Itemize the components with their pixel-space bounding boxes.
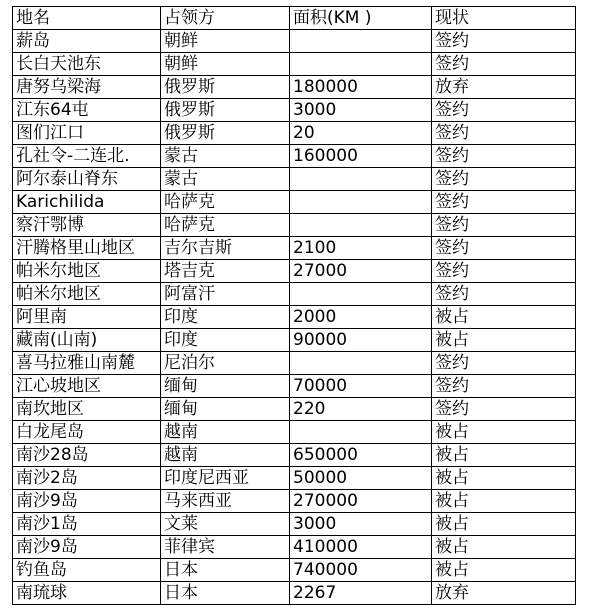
cell-area-km: 180000 (290, 76, 432, 99)
cell-status: 签约 (432, 214, 576, 237)
cell-place-name: 帕米尔地区 (13, 260, 161, 283)
cell-status: 签约 (432, 145, 576, 168)
table-row (13, 329, 576, 352)
table-row (13, 260, 576, 283)
table-row (13, 375, 576, 398)
cell-status: 签约 (432, 375, 576, 398)
cell-status: 签约 (432, 352, 576, 375)
cell-status: 签约 (432, 398, 576, 421)
cell-area-km: 740000 (290, 559, 432, 582)
table-row (13, 513, 576, 536)
cell-occupier: 蒙古 (161, 145, 290, 168)
table-row (13, 122, 576, 145)
table-row (13, 53, 576, 76)
table-row (13, 99, 576, 122)
table-row (13, 582, 576, 605)
cell-status: 被占 (432, 329, 576, 352)
cell-occupier: 俄罗斯 (161, 122, 290, 145)
territory-table (12, 6, 576, 605)
cell-area-km: 270000 (290, 490, 432, 513)
table-row (13, 214, 576, 237)
cell-status: 签约 (432, 30, 576, 53)
table-row (13, 76, 576, 99)
cell-place-name: 帕米尔地区 (13, 283, 161, 306)
cell-status: 签约 (432, 53, 576, 76)
cell-area-km: 3000 (290, 99, 432, 122)
cell-area-km (290, 53, 432, 76)
header-occupier: 占领方 (161, 7, 290, 30)
cell-occupier: 马来西亚 (161, 490, 290, 513)
cell-occupier: 哈萨克 (161, 191, 290, 214)
cell-occupier: 朝鲜 (161, 53, 290, 76)
cell-area-km: 160000 (290, 145, 432, 168)
cell-status: 签约 (432, 283, 576, 306)
cell-area-km: 3000 (290, 513, 432, 536)
cell-status: 被占 (432, 490, 576, 513)
cell-status: 放弃 (432, 76, 576, 99)
cell-place-name: 江心坡地区 (13, 375, 161, 398)
cell-status: 签约 (432, 260, 576, 283)
cell-area-km (290, 421, 432, 444)
cell-area-km (290, 191, 432, 214)
header-place-name: 地名 (13, 7, 161, 30)
cell-occupier: 吉尔吉斯 (161, 237, 290, 260)
cell-area-km: 70000 (290, 375, 432, 398)
cell-place-name: 孔社令-二连北. (13, 145, 161, 168)
cell-occupier: 朝鲜 (161, 30, 290, 53)
cell-occupier: 菲律宾 (161, 536, 290, 559)
table-row (13, 444, 576, 467)
cell-occupier: 越南 (161, 421, 290, 444)
cell-place-name: 藏南(山南) (13, 329, 161, 352)
table-row (13, 168, 576, 191)
cell-place-name: 江东64屯 (13, 99, 161, 122)
cell-place-name: 图们江口 (13, 122, 161, 145)
cell-status: 签约 (432, 99, 576, 122)
header-row (13, 7, 576, 30)
cell-place-name: 唐努乌梁海 (13, 76, 161, 99)
cell-place-name: 钓鱼岛 (13, 559, 161, 582)
table-row (13, 30, 576, 53)
table-row (13, 191, 576, 214)
table-row (13, 559, 576, 582)
cell-area-km: 2267 (290, 582, 432, 605)
cell-occupier: 印度尼西亚 (161, 467, 290, 490)
cell-area-km (290, 214, 432, 237)
cell-status: 被占 (432, 421, 576, 444)
cell-area-km (290, 283, 432, 306)
cell-status: 签约 (432, 122, 576, 145)
header-area-km: 面积(KM ) (290, 7, 432, 30)
table-row (13, 467, 576, 490)
cell-place-name: 南坎地区 (13, 398, 161, 421)
table-row (13, 352, 576, 375)
cell-area-km: 650000 (290, 444, 432, 467)
cell-area-km (290, 352, 432, 375)
cell-occupier: 尼泊尔 (161, 352, 290, 375)
header-status: 现状 (432, 7, 576, 30)
cell-area-km (290, 168, 432, 191)
cell-place-name: 南琉球 (13, 582, 161, 605)
cell-place-name: 薪岛 (13, 30, 161, 53)
table-row (13, 490, 576, 513)
cell-place-name: 阿尔泰山脊东 (13, 168, 161, 191)
cell-status: 被占 (432, 536, 576, 559)
cell-occupier: 塔吉克 (161, 260, 290, 283)
cell-status: 放弃 (432, 582, 576, 605)
cell-occupier: 印度 (161, 306, 290, 329)
cell-occupier: 俄罗斯 (161, 99, 290, 122)
cell-place-name: 南沙28岛 (13, 444, 161, 467)
cell-status: 被占 (432, 467, 576, 490)
cell-status: 签约 (432, 168, 576, 191)
cell-area-km: 27000 (290, 260, 432, 283)
cell-status: 被占 (432, 306, 576, 329)
cell-occupier: 缅甸 (161, 375, 290, 398)
cell-place-name: 阿里南 (13, 306, 161, 329)
cell-place-name: 长白天池东 (13, 53, 161, 76)
cell-occupier: 俄罗斯 (161, 76, 290, 99)
cell-status: 被占 (432, 559, 576, 582)
cell-area-km: 2100 (290, 237, 432, 260)
cell-occupier: 日本 (161, 559, 290, 582)
table-row (13, 283, 576, 306)
table-row (13, 145, 576, 168)
cell-status: 被占 (432, 513, 576, 536)
cell-occupier: 越南 (161, 444, 290, 467)
cell-place-name: 喜马拉雅山南麓 (13, 352, 161, 375)
cell-place-name: 汗腾格里山地区 (13, 237, 161, 260)
cell-occupier: 印度 (161, 329, 290, 352)
cell-place-name: 察汗鄂博 (13, 214, 161, 237)
cell-area-km: 2000 (290, 306, 432, 329)
cell-occupier: 蒙古 (161, 168, 290, 191)
cell-status: 被占 (432, 444, 576, 467)
table-row (13, 536, 576, 559)
cell-place-name: Karichilida (13, 191, 161, 214)
cell-area-km: 410000 (290, 536, 432, 559)
cell-area-km (290, 30, 432, 53)
cell-place-name: 南沙1岛 (13, 513, 161, 536)
cell-area-km: 50000 (290, 467, 432, 490)
cell-status: 签约 (432, 237, 576, 260)
cell-place-name: 南沙2岛 (13, 467, 161, 490)
cell-place-name: 白龙尾岛 (13, 421, 161, 444)
table-body (13, 7, 576, 605)
cell-status: 签约 (432, 191, 576, 214)
cell-area-km: 20 (290, 122, 432, 145)
cell-occupier: 阿富汗 (161, 283, 290, 306)
table-row (13, 306, 576, 329)
cell-occupier: 缅甸 (161, 398, 290, 421)
table-row (13, 237, 576, 260)
table-row (13, 398, 576, 421)
cell-place-name: 南沙9岛 (13, 536, 161, 559)
cell-area-km: 220 (290, 398, 432, 421)
table-row (13, 421, 576, 444)
cell-area-km: 90000 (290, 329, 432, 352)
cell-occupier: 日本 (161, 582, 290, 605)
cell-place-name: 南沙9岛 (13, 490, 161, 513)
cell-occupier: 哈萨克 (161, 214, 290, 237)
cell-occupier: 文莱 (161, 513, 290, 536)
